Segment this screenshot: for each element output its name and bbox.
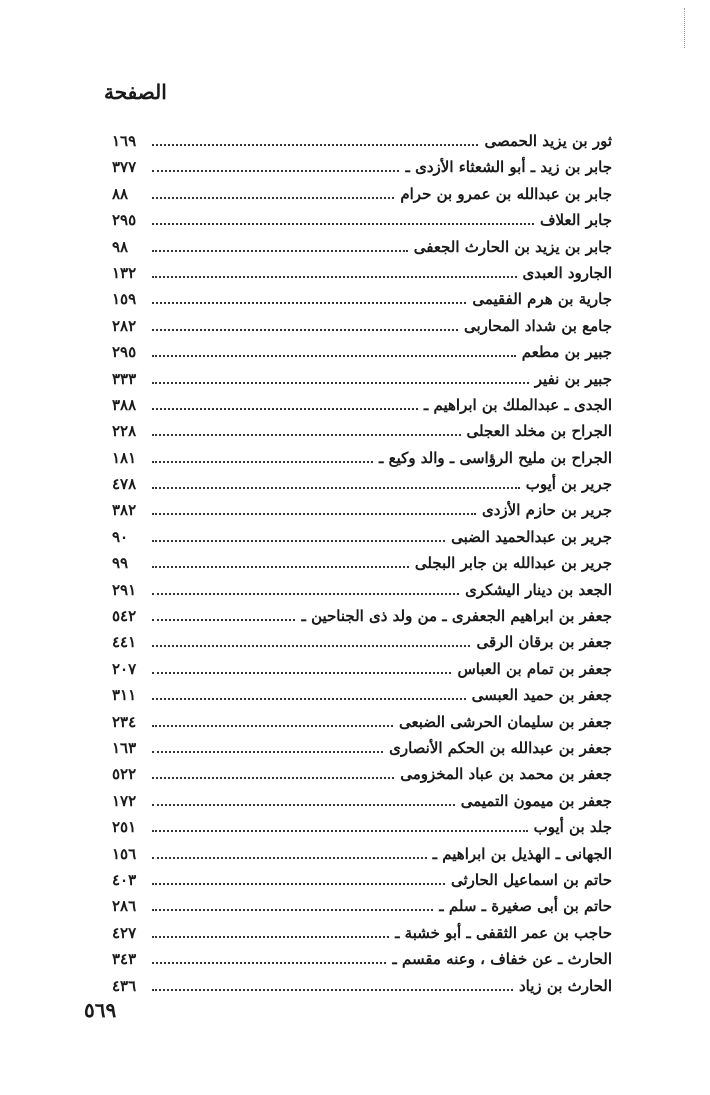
dot-leader [152, 619, 295, 621]
entry-name: جابر بن زيد ـ أبو الشعثاء الأزدى ـ [405, 158, 612, 177]
index-entry [112, 497, 612, 523]
index-entry [112, 682, 612, 708]
entry-name: جرير بن أيوب [525, 475, 612, 494]
index-entry-list [112, 128, 612, 999]
dot-leader [152, 751, 383, 753]
dot-leader [152, 936, 389, 938]
entry-name: جابر بن عبدالله بن عمرو بن حرام [400, 184, 612, 203]
entry-name: جرير بن حازم الأزدى [481, 501, 612, 520]
entry-page-number: ٣٧٧ [112, 158, 137, 177]
entry-name: جعفر بن محمد بن عباد المخزومى [400, 765, 612, 784]
entry-page-number: ٥٢٢ [112, 765, 137, 784]
entry-page-number: ٩٩ [112, 554, 129, 573]
entry-page-number: ٤٠٣ [112, 870, 137, 889]
entry-page-number: ٤٢٧ [112, 923, 137, 942]
index-entry [112, 524, 612, 550]
entry-name: الجراح بن مليح الرؤاسى ـ والد وكيع ـ [379, 448, 612, 467]
entry-name: الحارث بن زياد [518, 976, 612, 995]
entry-name: حاتم بن أبى صغيرة ـ سلم ـ [439, 897, 612, 916]
index-entry [112, 841, 612, 867]
entry-page-number: ٤٤١ [112, 633, 137, 652]
dot-leader [152, 408, 418, 410]
index-entry [112, 814, 612, 840]
entry-page-number: ٣٣٣ [112, 369, 137, 388]
index-entry [112, 788, 612, 814]
entry-name: الحارث ـ عن خفاف ، وعنه مقسم ـ [392, 950, 612, 969]
dot-leader [152, 962, 386, 964]
entry-name: جلد بن أيوب [533, 818, 612, 837]
entry-page-number: ٢٥١ [112, 818, 137, 837]
entry-name: الجعد بن دينار اليشكرى [465, 580, 612, 599]
index-entry [112, 946, 612, 972]
index-entry [112, 550, 612, 576]
dot-leader [152, 487, 520, 489]
entry-page-number: ٩٨ [112, 237, 129, 256]
index-entry [112, 366, 612, 392]
index-entry [112, 973, 612, 999]
index-entry [112, 867, 612, 893]
entry-page-number: ٣٤٣ [112, 950, 137, 969]
index-entry [112, 656, 612, 682]
entry-page-number: ٢٨٦ [112, 897, 137, 916]
dot-leader [152, 170, 399, 172]
dot-leader [152, 989, 513, 991]
entry-name: جرير بن عبدالحميد الضبى [451, 527, 612, 546]
entry-page-number: ٢٢٨ [112, 422, 137, 441]
entry-name: جابر بن يزيد بن الحارث الجعفى [413, 237, 612, 256]
entry-page-number: ٢٩٥ [112, 211, 137, 230]
dot-leader [152, 276, 517, 278]
dot-leader [152, 725, 393, 727]
index-entry [112, 418, 612, 444]
page-column-header: الصفحة [104, 80, 167, 104]
entry-name: الجهانى ـ الهذيل بن ابراهيم ـ [432, 844, 612, 863]
entry-name: جارية بن هرم الفقيمى [472, 290, 612, 309]
dot-leader [152, 144, 478, 146]
dot-leader [152, 382, 529, 384]
index-entry [112, 735, 612, 761]
index-entry [112, 234, 612, 260]
dot-leader [152, 698, 466, 700]
entry-page-number: ٢٣٤ [112, 712, 137, 731]
entry-name: حاتم بن اسماعيل الحارثى [451, 870, 612, 889]
dot-leader [152, 672, 451, 674]
entry-page-number: ٤٣٦ [112, 976, 137, 995]
entry-page-number: ٢٨٢ [112, 316, 137, 335]
dot-leader [152, 804, 455, 806]
entry-page-number: ٢٠٧ [112, 659, 137, 678]
entry-name: الجدى ـ عبدالملك بن ابراهيم ـ [423, 395, 612, 414]
entry-name: جعفر بن عبدالله بن الحكم الأنصارى [389, 738, 612, 757]
dot-leader [152, 540, 445, 542]
entry-page-number: ١٦٣ [112, 738, 137, 757]
dot-leader [152, 302, 466, 304]
entry-page-number: ٣٨٨ [112, 395, 137, 414]
dot-leader [152, 909, 433, 911]
entry-name: جعفر بن سليمان الحرشى الضبعى [399, 712, 612, 731]
index-entry [112, 577, 612, 603]
index-entry [112, 128, 612, 154]
entry-page-number: ١٥٦ [112, 844, 137, 863]
dot-leader [152, 513, 476, 515]
dot-leader [152, 329, 458, 331]
entry-name: جعفر بن ابراهيم الجعفرى ـ من ولد ذى الجناحين ـ [301, 607, 612, 626]
index-entry [112, 603, 612, 629]
entry-page-number: ١٧٢ [112, 791, 137, 810]
entry-name: الجراح بن مخلد العجلى [466, 422, 612, 441]
dot-leader [152, 355, 516, 357]
dot-leader [152, 830, 528, 832]
index-entry [112, 154, 612, 180]
entry-name: جبير بن نفير [534, 369, 612, 388]
dot-leader [152, 197, 394, 199]
index-entry [112, 313, 612, 339]
index-entry [112, 207, 612, 233]
dot-leader [152, 434, 461, 436]
entry-name: جبير بن مطعم [521, 343, 612, 362]
entry-name: جعفر بن برقان الرقى [476, 633, 612, 652]
dot-leader [152, 566, 409, 568]
entry-name: ثور بن يزيد الحمصى [484, 132, 612, 150]
index-entry [112, 709, 612, 735]
index-entry [112, 920, 612, 946]
dot-leader [152, 461, 373, 463]
index-entry [112, 260, 612, 286]
entry-page-number: ٢٩١ [112, 580, 137, 599]
page-number: ٥٦٩ [84, 998, 117, 1022]
index-entry [112, 181, 612, 207]
entry-page-number: ٥٤٢ [112, 607, 137, 626]
dot-leader [152, 883, 445, 885]
dot-leader [152, 645, 470, 647]
entry-page-number: ٣٨٢ [112, 501, 137, 520]
index-entry [112, 471, 612, 497]
entry-page-number: ١٦٩ [112, 132, 137, 150]
scan-edge-mark [684, 8, 689, 48]
entry-page-number: ٤٧٨ [112, 475, 137, 494]
index-entry [112, 392, 612, 418]
index-entry [112, 286, 612, 312]
dot-leader [152, 777, 394, 779]
entry-name: الجارود العبدى [522, 263, 612, 282]
index-entry [112, 629, 612, 655]
entry-name: جامع بن شداد المحاربى [464, 316, 612, 335]
entry-page-number: ٢٩٥ [112, 343, 137, 362]
entry-page-number: ١٥٩ [112, 290, 137, 309]
entry-page-number: ١٨١ [112, 448, 137, 467]
dot-leader [152, 857, 427, 859]
entry-name: حاجب بن عمر الثقفى ـ أبو خشبة ـ [395, 923, 612, 942]
dot-leader [152, 223, 534, 225]
entry-name: جعفر بن ميمون التميمى [460, 791, 612, 810]
entry-name: جعفر بن حميد العبسى [471, 686, 612, 705]
index-entry [112, 761, 612, 787]
index-entry [112, 339, 612, 365]
entry-page-number: ٣١١ [112, 686, 137, 705]
entry-name: جعفر بن تمام بن العباس [457, 659, 612, 678]
entry-page-number: ٩٠ [112, 527, 129, 546]
entry-page-number: ٨٨ [112, 184, 129, 203]
entry-name: جابر العلاف [540, 211, 612, 230]
dot-leader [152, 250, 408, 252]
entry-page-number: ١٣٢ [112, 263, 137, 282]
index-entry [112, 893, 612, 919]
index-entry [112, 445, 612, 471]
entry-name: جرير بن عبدالله بن جابر البجلى [414, 554, 612, 573]
dot-leader [152, 593, 459, 595]
